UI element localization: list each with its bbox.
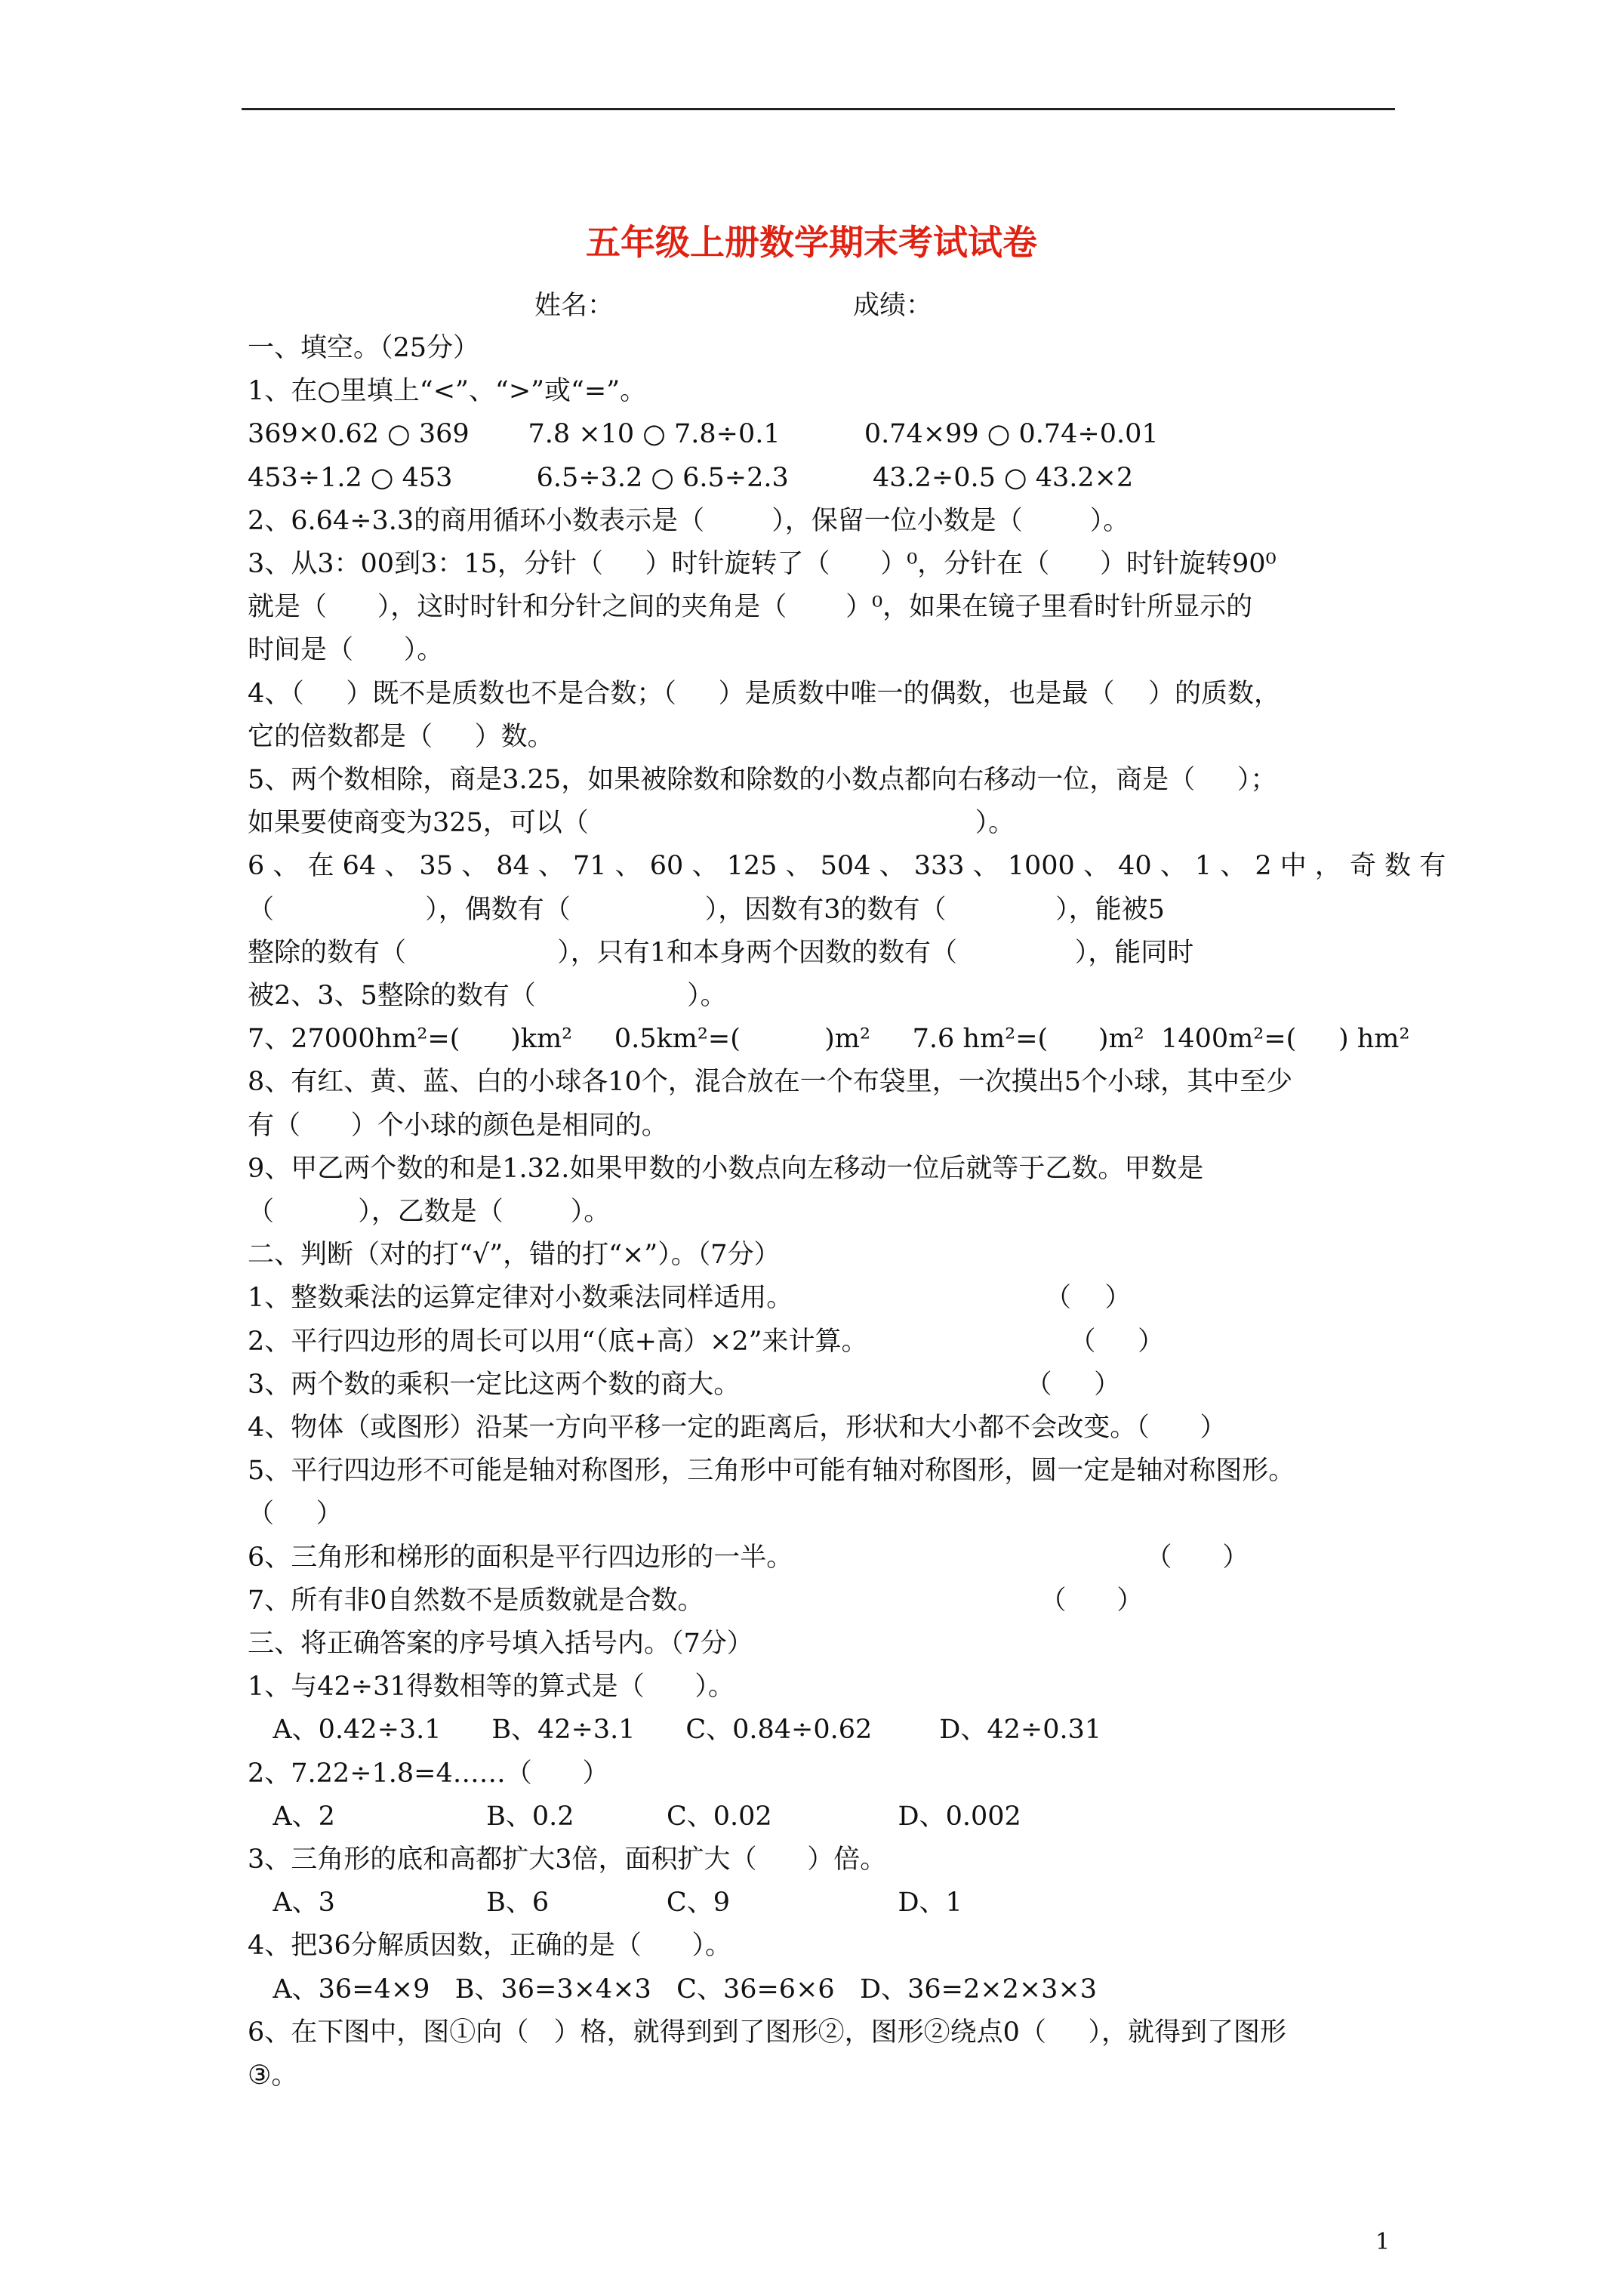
text-line: 6、三角形和梯形的面积是平行四边形的一半。 （ ） — [248, 1542, 1249, 1573]
text-line: A、0.42÷3.1 B、42÷3.1 C、0.84÷0.62 D、42÷0.31 — [248, 1715, 1102, 1746]
text-line: 4、物体（或图形）沿某一方向平移一定的距离后，形状和大小都不会改变。（ ） — [248, 1413, 1227, 1443]
text-line: 有（ ）个小球的颜色是相同的。 — [248, 1110, 668, 1141]
text-line: 3、从3：00到3：15，分针（ ）时针旋转了（ ）⁰，分针在（ ）时针旋转90⁰ — [248, 549, 1277, 579]
text-line: 3、两个数的乘积一定比这两个数的商大。 （ ） — [248, 1369, 1121, 1400]
text-line: A、2 B、0.2 C、0.02 D、0.002 — [248, 1801, 1021, 1832]
text-line: 9、甲乙两个数的和是1.32.如果甲数的小数点向左移动一位后就等于乙数。甲数是 — [248, 1153, 1204, 1184]
text-line: ③。 — [248, 2060, 298, 2091]
text-line: 6 、 在 64 、 35 、 84 、 71 、 60 、 125 、 504 、 333 、 1000 、 40 、 1 、 2 中 ， 奇 数 有 — [248, 851, 1446, 882]
text-line: 3、三角形的底和高都扩大3倍，面积扩大（ ）倍。 — [248, 1845, 887, 1875]
text-line: 2、平行四边形的周长可以用“（底+高）×2”来计算。 （ ） — [248, 1326, 1165, 1357]
text-line: 7、27000hm²=( )km² 0.5km²=( )m² 7.6 hm²=( )m² 1400m²=( ) hm² — [248, 1024, 1410, 1055]
text-line: 2、7.22÷1.8=4……（ ） — [248, 1758, 609, 1789]
text-line: 8、有红、黄、蓝、白的小球各10个，混合放在一个布袋里，一次摸出5个小球，其中至少 — [248, 1067, 1293, 1098]
text-line: 2、6.64÷3.3的商用循环小数表示是（ ），保留一位小数是（ ）。 — [248, 505, 1130, 536]
name-label: 姓名： — [534, 291, 614, 321]
text-line: （ ） — [248, 1499, 343, 1530]
page-number: 1 — [1375, 2229, 1390, 2255]
text-line: 369×0.62 ○ 369 7.8 ×10 ○ 7.8÷0.1 0.74×99 ○ 0.74÷0.01 — [248, 419, 1159, 450]
text-line: （ ），偶数有（ ），因数有3的数有（ ），能被5 — [248, 894, 1165, 925]
text-line: 一、填空。（25分） — [248, 333, 480, 363]
text-line: 453÷1.2 ○ 453 6.5÷3.2 ○ 6.5÷2.3 43.2÷0.5 ○ 43.2×2 — [248, 462, 1134, 493]
text-line: 就是（ ），这时时针和分针之间的夹角是（ ）⁰，如果在镜子里看时针所显示的 — [248, 592, 1253, 623]
text-line: 时间是（ ）。 — [248, 635, 444, 666]
text-line: 6、在下图中，图①向（ ）格，就得到到了图形②，图形②绕点0（ ），就得到了图形 — [248, 2017, 1287, 2048]
text-line: 整除的数有（ ），只有1和本身两个因数的数有（ ），能同时 — [248, 937, 1194, 968]
text-line: 5、两个数相除，商是3.25，如果被除数和除数的小数点都向右移动一位，商是（ ）； — [248, 765, 1277, 795]
text-line: 如果要使商变为325，可以（ ）。 — [248, 808, 1015, 839]
header-rule — [242, 108, 1395, 110]
text-line: 1、与42÷31得数相等的算式是（ ）。 — [248, 1672, 735, 1703]
exam-title: 五年级上册数学期末考试试卷 — [586, 222, 1037, 263]
text-line: 4、把36分解质因数，正确的是（ ）。 — [248, 1931, 732, 1962]
text-line: 三、将正确答案的序号填入括号内。（7分） — [248, 1629, 753, 1659]
text-line: 4、（ ）既不是质数也不是合数；（ ）是质数中唯一的偶数，也是最（ ）的质数， — [248, 678, 1281, 709]
score-label: 成绩： — [853, 291, 933, 321]
text-line: A、3 B、6 C、9 D、1 — [248, 1888, 962, 1918]
text-line: 1、整数乘法的运算定律对小数乘法同样适用。 （ ） — [248, 1283, 1132, 1314]
text-line: A、36=4×9 B、36=3×4×3 C、36=6×6 D、36=2×2×3×3 — [248, 1974, 1098, 2005]
text-line: 它的倍数都是（ ）数。 — [248, 721, 554, 752]
text-line: 5、平行四边形不可能是轴对称图形，三角形中可能有轴对称图形，圆一定是轴对称图形。 — [248, 1456, 1295, 1487]
text-line: 1、在○里填上“<”、“>”或“=”。 — [248, 376, 647, 407]
text-line: 被2、3、5整除的数有（ ）。 — [248, 981, 727, 1011]
text-line: 7、所有非0自然数不是质数就是合数。 （ ） — [248, 1585, 1144, 1616]
text-line: 二、判断（对的打“√”，错的打“×”）。（7分） — [248, 1240, 781, 1271]
text-line: （ ），乙数是（ ）。 — [248, 1197, 611, 1227]
